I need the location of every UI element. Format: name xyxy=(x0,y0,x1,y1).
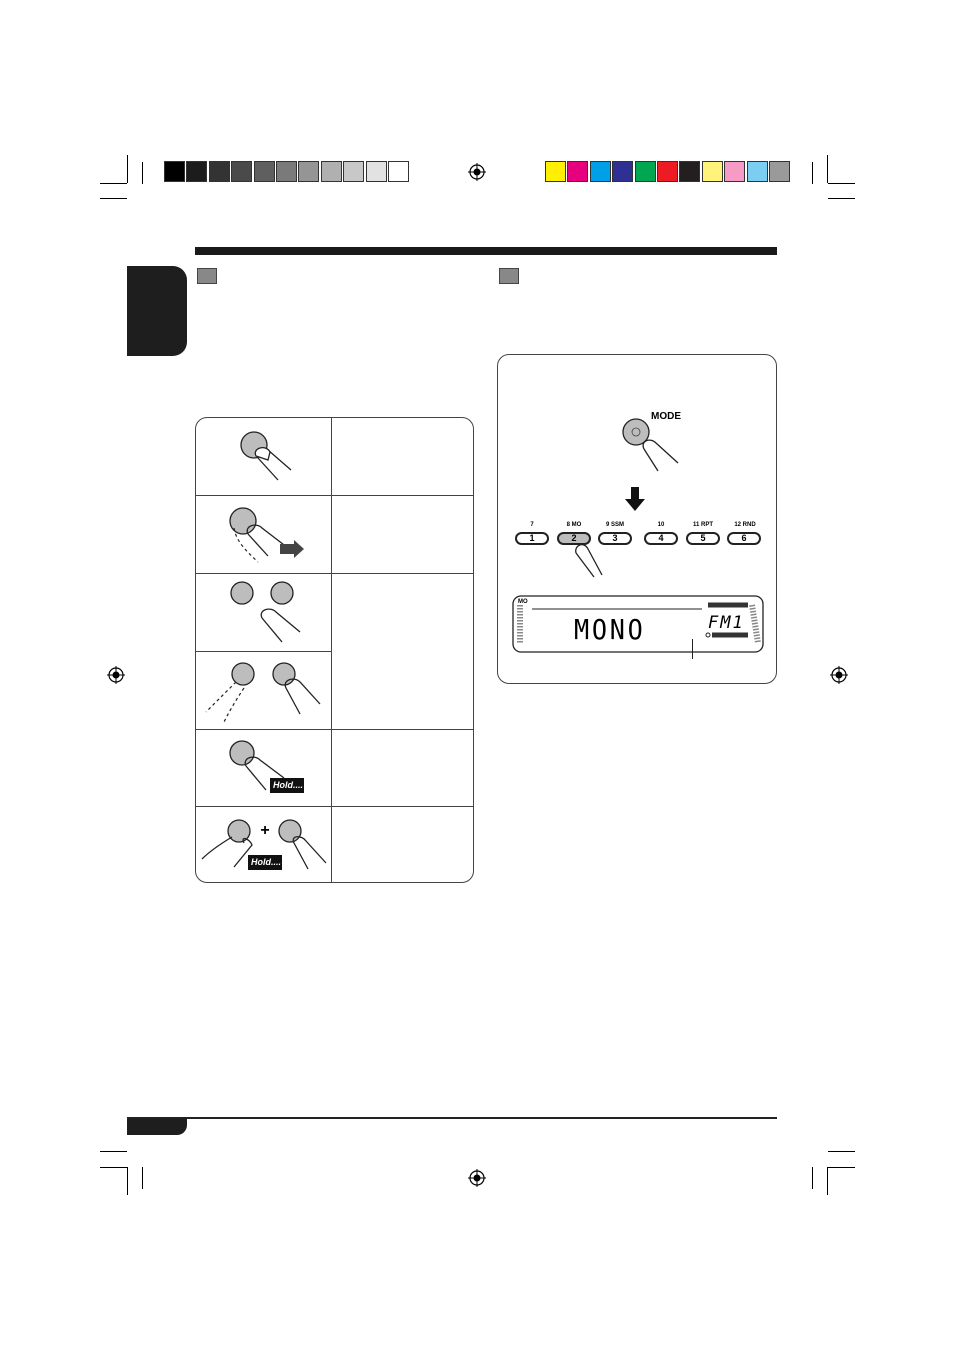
section-marker-icon xyxy=(197,268,217,284)
lcd-band-text: FM1 xyxy=(708,613,745,633)
preset-button-6[interactable]: 6 xyxy=(727,532,761,545)
hold-label: Hold.... xyxy=(273,780,303,790)
page-number-tab xyxy=(127,1119,187,1135)
color-swatch xyxy=(567,161,588,182)
footer-rule xyxy=(127,1117,777,1119)
mode-procedure-panel xyxy=(497,354,777,684)
hold-two-buttons-illustration xyxy=(196,807,331,883)
color-swatch xyxy=(545,161,566,182)
preset-label: 10 xyxy=(657,522,665,528)
color-swatch xyxy=(769,161,790,182)
preset-button-3[interactable]: 3 xyxy=(598,532,632,545)
hold-button-illustration xyxy=(196,730,331,806)
color-swatch xyxy=(388,161,409,182)
slide-button-illustration xyxy=(196,496,331,573)
color-swatch xyxy=(679,161,700,182)
callout-line xyxy=(692,639,693,659)
two-buttons-slide-illustration xyxy=(196,652,331,729)
preset-label: 8 MO xyxy=(566,522,582,528)
color-swatch xyxy=(612,161,633,182)
color-swatch xyxy=(254,161,275,182)
color-swatch xyxy=(321,161,342,182)
preset-button-4[interactable]: 4 xyxy=(644,532,678,545)
color-swatch xyxy=(724,161,745,182)
lcd-mo-indicator: MO xyxy=(518,599,528,605)
color-swatch xyxy=(209,161,230,182)
color-swatch xyxy=(298,161,319,182)
button-operation-table xyxy=(195,417,474,883)
color-swatch xyxy=(366,161,387,182)
color-swatch xyxy=(590,161,611,182)
language-side-tab xyxy=(127,266,187,356)
preset-button-5[interactable]: 5 xyxy=(686,532,720,545)
color-swatch xyxy=(164,161,185,182)
registration-mark-icon xyxy=(468,1169,486,1187)
hold-label: Hold.... xyxy=(251,857,281,867)
preset-label: 7 xyxy=(530,522,534,528)
color-swatch xyxy=(747,161,768,182)
preset-label: 12 RND xyxy=(734,522,756,528)
preset-label: 11 RPT xyxy=(692,522,713,528)
lcd-main-text: MONO xyxy=(574,613,646,646)
press-button-illustration xyxy=(196,418,331,495)
two-buttons-illustration xyxy=(196,574,331,651)
registration-mark-icon xyxy=(830,666,848,684)
color-swatch xyxy=(343,161,364,182)
registration-mark-icon xyxy=(107,666,125,684)
color-swatch xyxy=(702,161,723,182)
color-swatch xyxy=(657,161,678,182)
preset-button-1[interactable]: 1 xyxy=(515,532,549,545)
preset-button-2[interactable]: 2 xyxy=(557,532,591,545)
plus-sign: + xyxy=(260,822,270,839)
mode-label: MODE xyxy=(651,411,681,422)
registration-mark-icon xyxy=(468,163,486,181)
color-swatch xyxy=(276,161,297,182)
preset-label: 9 SSM xyxy=(605,522,624,528)
color-swatch xyxy=(186,161,207,182)
section-marker-icon xyxy=(499,268,519,284)
color-swatch xyxy=(635,161,656,182)
color-swatch xyxy=(231,161,252,182)
header-rule xyxy=(195,247,777,255)
